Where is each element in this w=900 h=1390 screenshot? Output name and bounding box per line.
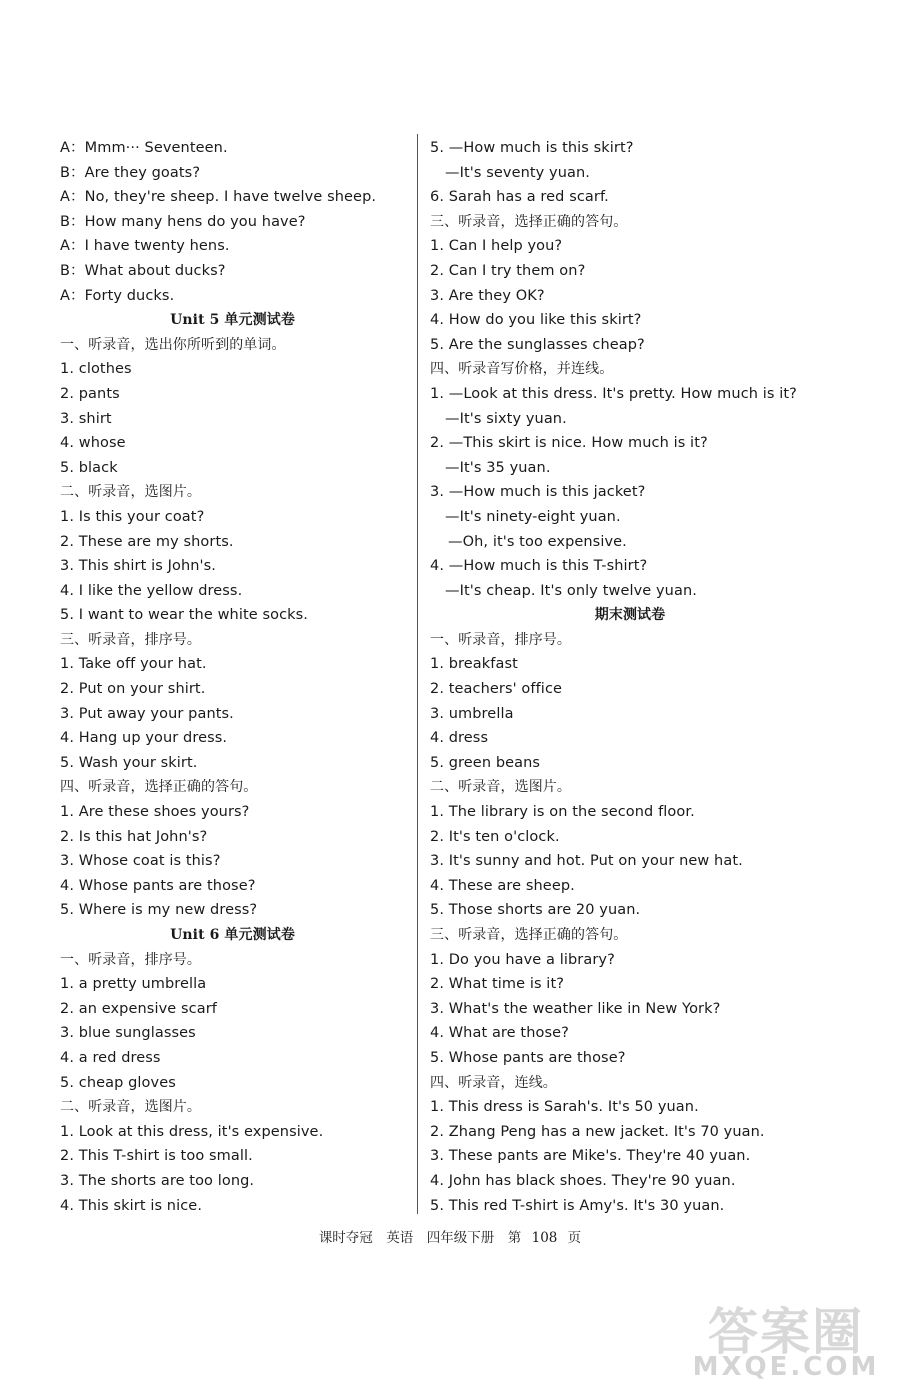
text-line: 5. Where is my new dress?	[60, 902, 258, 919]
dialogue-reply-line: —It's 35 yuan.	[445, 459, 551, 476]
text-line: 1. Are these shoes yours?	[60, 804, 250, 821]
text-line: 5. Those shorts are 20 yuan.	[430, 902, 641, 919]
text-line: B：Are they goats?	[60, 164, 201, 181]
text-line: 2. Is this hat John's?	[60, 828, 208, 845]
text-line: 1. This dress is Sarah's. It's 50 yuan.	[430, 1099, 699, 1116]
text-line: 5. This red T-shirt is Amy's. It's 30 yuan.	[430, 1197, 725, 1214]
text-line: 4. How do you like this skirt?	[430, 312, 642, 329]
page-footer: 课时夺冠 英语 四年级下册 第 108 页	[318, 1230, 582, 1246]
text-line: 2. pants	[60, 385, 120, 402]
text-line: 1. —Look at this dress. It's pretty. How much is it?	[430, 385, 797, 402]
text-line: 6. Sarah has a red scarf.	[430, 189, 609, 206]
unit-heading: Unit 5 单元测试卷	[170, 312, 295, 329]
section-title: 一、听录音，排序号。	[60, 951, 201, 968]
text-line: 3. It's sunny and hot. Put on your new hat.	[430, 853, 743, 870]
text-line: 2. Can I try them on?	[430, 262, 586, 279]
text-line: 4. I like the yellow dress.	[60, 582, 243, 599]
text-line: 3. Whose coat is this?	[60, 853, 221, 870]
text-line: 3. blue sunglasses	[60, 1025, 196, 1042]
text-line: A：No, they're sheep. I have twelve sheep.	[60, 189, 377, 206]
text-line: 5. cheap gloves	[60, 1074, 176, 1091]
text-line: 3. —How much is this jacket?	[430, 484, 646, 501]
text-line: 3. Put away your pants.	[60, 705, 234, 722]
section-title: 四、听录音，选择正确的答句。	[60, 779, 258, 796]
text-line: 1. Take off your hat.	[60, 656, 207, 673]
right-column	[430, 136, 830, 1218]
text-line: 1. The library is on the second floor.	[430, 804, 695, 821]
text-line: 4. —How much is this T-shirt?	[430, 558, 648, 575]
text-line: 2. teachers' office	[430, 681, 563, 698]
text-line: 1. Do you have a library?	[430, 951, 615, 968]
section-title: 四、听录音写价格，并连线。	[430, 361, 614, 378]
text-line: A：I have twenty hens.	[60, 238, 230, 255]
text-line: 5. Are the sunglasses cheap?	[430, 336, 645, 353]
text-line: 4. What are those?	[430, 1025, 569, 1042]
watermark-top-text: 答案圈	[708, 1303, 864, 1361]
text-line: 2. What time is it?	[430, 976, 565, 993]
text-line: 4. Whose pants are those?	[60, 877, 256, 894]
watermark-url: MXQE.COM	[692, 1352, 880, 1382]
text-line: 1. Can I help you?	[430, 238, 563, 255]
text-line: 4. a red dress	[60, 1049, 161, 1066]
text-line: 2. These are my shorts.	[60, 533, 234, 550]
section-title: 二、听录音，选图片。	[430, 779, 571, 796]
text-line: 1. Look at this dress, it's expensive.	[60, 1123, 324, 1140]
text-line: 1. Is this your coat?	[60, 508, 205, 525]
text-line: 3. These pants are Mike's. They're 40 yuan.	[430, 1148, 751, 1165]
text-line: 5. green beans	[430, 754, 541, 771]
text-line: 3. umbrella	[430, 705, 514, 722]
text-line: 1. clothes	[60, 361, 132, 378]
section-title: 三、听录音，选择正确的答句。	[430, 927, 628, 943]
text-line: 4. Hang up your dress.	[60, 730, 228, 747]
text-line: 2. It's ten o'clock.	[430, 828, 560, 845]
section-title: 二、听录音，选图片。	[60, 484, 201, 501]
text-line: 2. an expensive scarf	[60, 1000, 217, 1017]
text-line: 2. This T-shirt is too small.	[60, 1148, 253, 1165]
column-divider	[417, 134, 418, 1214]
text-line: 2. Zhang Peng has a new jacket. It's 70 yuan.	[430, 1123, 765, 1140]
text-line: 4. dress	[430, 730, 489, 747]
text-line: 5. Wash your skirt.	[60, 754, 198, 771]
text-line: B：How many hens do you have?	[60, 213, 306, 230]
dialogue-reply-line: —Oh, it's too expensive.	[448, 533, 627, 550]
text-line: 3. Are they OK?	[430, 287, 545, 304]
dialogue-reply-line: —It's cheap. It's only twelve yuan.	[445, 582, 697, 599]
text-line: 4. This skirt is nice.	[60, 1197, 203, 1214]
text-line: 4. These are sheep.	[430, 877, 575, 894]
text-line: 2. Put on your shirt.	[60, 681, 206, 698]
text-line: A：Forty ducks.	[60, 287, 175, 304]
section-title: 二、听录音，选图片。	[60, 1099, 201, 1116]
text-line: A：Mmm··· Seventeen.	[60, 140, 228, 156]
dialogue-reply-line: —It's sixty yuan.	[445, 410, 567, 427]
text-line: 1. breakfast	[430, 656, 518, 673]
text-line: 5. I want to wear the white socks.	[60, 607, 309, 624]
text-line: B：What about ducks?	[60, 262, 226, 279]
unit-heading: 期末测试卷	[594, 607, 666, 624]
section-title: 一、听录音，选出你所听到的单词。	[60, 336, 286, 353]
section-title: 三、听录音，排序号。	[60, 631, 201, 648]
text-line: 3. This shirt is John's.	[60, 558, 216, 575]
watermark-logo	[686, 1292, 886, 1382]
text-line: 3. What's the weather like in New York?	[430, 1000, 721, 1017]
text-line: 3. The shorts are too long.	[60, 1172, 255, 1189]
left-column	[60, 136, 405, 1218]
section-title: 三、听录音，选择正确的答句。	[430, 213, 628, 230]
unit-heading: Unit 6 单元测试卷	[170, 927, 295, 943]
text-line: 5. Whose pants are those?	[430, 1049, 626, 1066]
text-line: 4. John has black shoes. They're 90 yuan.	[430, 1172, 736, 1189]
section-title: 一、听录音，排序号。	[430, 631, 571, 648]
text-line: 2. —This skirt is nice. How much is it?	[430, 435, 708, 452]
text-line: 5. —How much is this skirt?	[430, 140, 634, 156]
section-title: 四、听录音，连线。	[430, 1074, 557, 1091]
dialogue-reply-line: —It's seventy yuan.	[445, 164, 591, 181]
dialogue-reply-line: —It's ninety-eight yuan.	[445, 508, 621, 525]
text-line: 3. shirt	[60, 410, 112, 427]
text-line: 5. black	[60, 459, 118, 476]
text-line: 4. whose	[60, 435, 126, 452]
text-line: 1. a pretty umbrella	[60, 976, 207, 993]
